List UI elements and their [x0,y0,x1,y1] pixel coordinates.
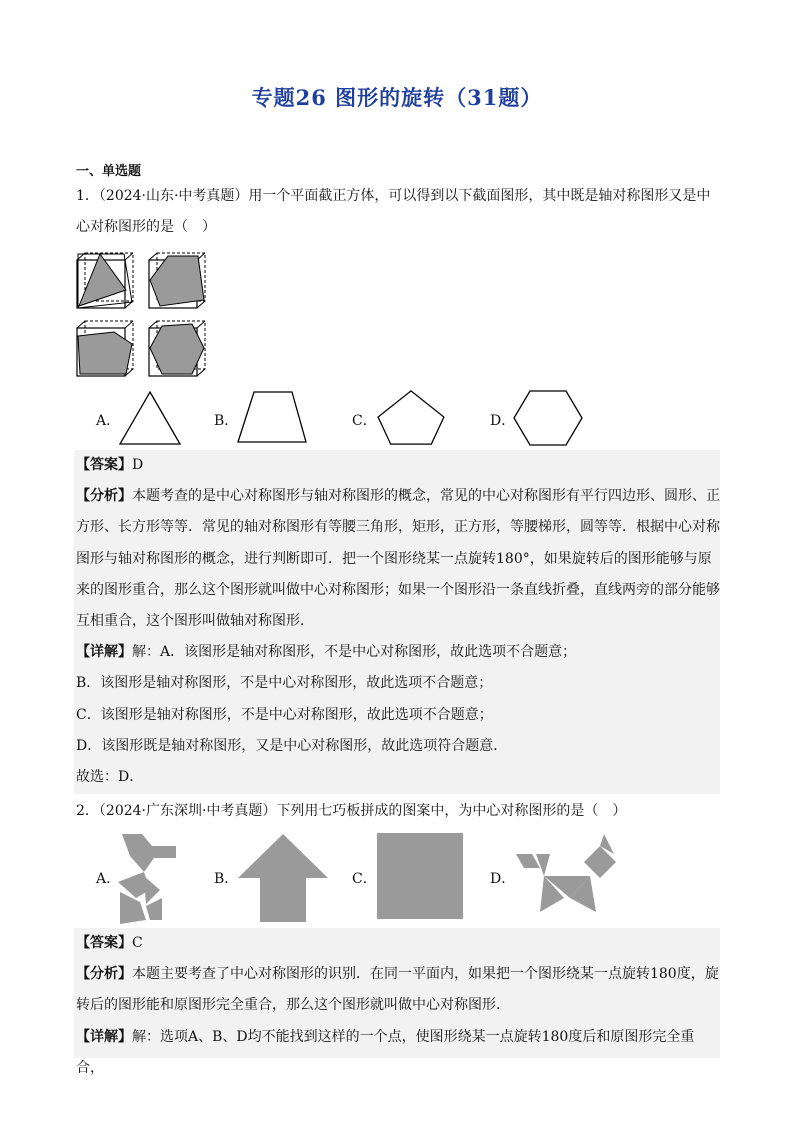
option-d-label: D． [490,413,516,429]
page-title: 专题26 图形的旋转（31题） [251,85,543,110]
analysis-tag: 【分析】 [76,488,132,505]
question-2-answer-block [74,928,720,1076]
answer-tag: 【答案】 [76,935,132,951]
detail-line: C．该图形是轴对称图形，不是中心对称图形，故此选项不合题意； [76,706,493,723]
trapezoid-shape [236,388,308,448]
question-1-answer-block [74,450,720,794]
option-a-label: A． [96,413,121,429]
cube-sections-figure [74,250,214,380]
option-b-label: B． [214,413,239,429]
cube-section-hexagon [146,318,208,380]
analysis-tag: 【分析】 [76,966,132,983]
answer-value: D [132,457,144,473]
option-c-label: C． [352,871,377,887]
cube-section-pentagon [74,318,136,380]
answer-tag: 【答案】 [76,457,132,473]
hexagon-shape [512,388,584,448]
detail-line: 故选：D． [76,769,144,786]
option-a-label: A． [96,871,121,887]
question-2-stem: 2．（2024·广东深圳·中考真题）下列用七巧板拼成的图案中，为中心对称图形的是（ ） [76,803,627,819]
detail-line: B．该图形是轴对称图形，不是中心对称图形，故此选项不合题意； [76,675,493,692]
section-heading: 一、单选题 [76,164,142,179]
tangram-arrow-shape [236,832,330,924]
tangram-rabbit-shape [116,832,176,924]
detail-line: D．该图形既是轴对称图形，又是中心对称图形，故此选项符合题意． [76,737,508,754]
analysis-text: 本题主要考查了中心对称图形的识别．在同一平面内，如果把一个图形绕某一点旋转180度，旋转后的图形能和原图形完全重合，那么这个图形就叫做中心对称图形． [76,966,719,1014]
detail-line: 解：A．该图形是轴对称图形，不是中心对称图形，故此选项不合题意； [132,644,577,661]
tangram-dog-shape [514,832,622,916]
triangle-shape [118,388,182,448]
detail-tag: 【详解】 [76,644,132,661]
option-d-label: D． [490,871,516,887]
option-b-label: B． [214,871,239,887]
cube-section-triangle [74,250,136,312]
tangram-square-shape [376,832,464,920]
analysis-text: 本题考查的是中心对称图形与轴对称图形的概念，常见的中心对称图形有平行四边形、圆形、正方形、长方形等等．常见的轴对称图形有等腰三角形，矩形，正方形，等腰梯形，圆等等．根据中心对称图形与轴对称图形的概念，进行判断即可．把一个图形绕某一点旋转180°，如果旋转后的图形能够与原来的图形重合，那么这个图形就叫做中心对称图形；如果一个图形沿一条直线折叠，直线两旁的部分能够互相重合，这个图形叫做轴对称图形． [76,488,720,630]
question-2-options [96,828,696,928]
pentagon-shape [374,388,448,448]
question-1-stem: 1．（2024·山东·中考真题）用一个平面截正方体，可以得到以下截面图形，其中既是轴对称图形又是中心对称图形的是（ ） [76,188,711,235]
cube-section-trapezoid [146,250,208,312]
detail-line: 解：选项A、B、D均不能找到这样的一个点，使图形绕某一点旋转180度后和原图形完全重合， [76,1028,695,1076]
question-1-options [96,388,696,448]
answer-value: C [132,935,143,951]
detail-tag: 【详解】 [76,1028,132,1045]
option-c-label: C． [352,413,377,429]
